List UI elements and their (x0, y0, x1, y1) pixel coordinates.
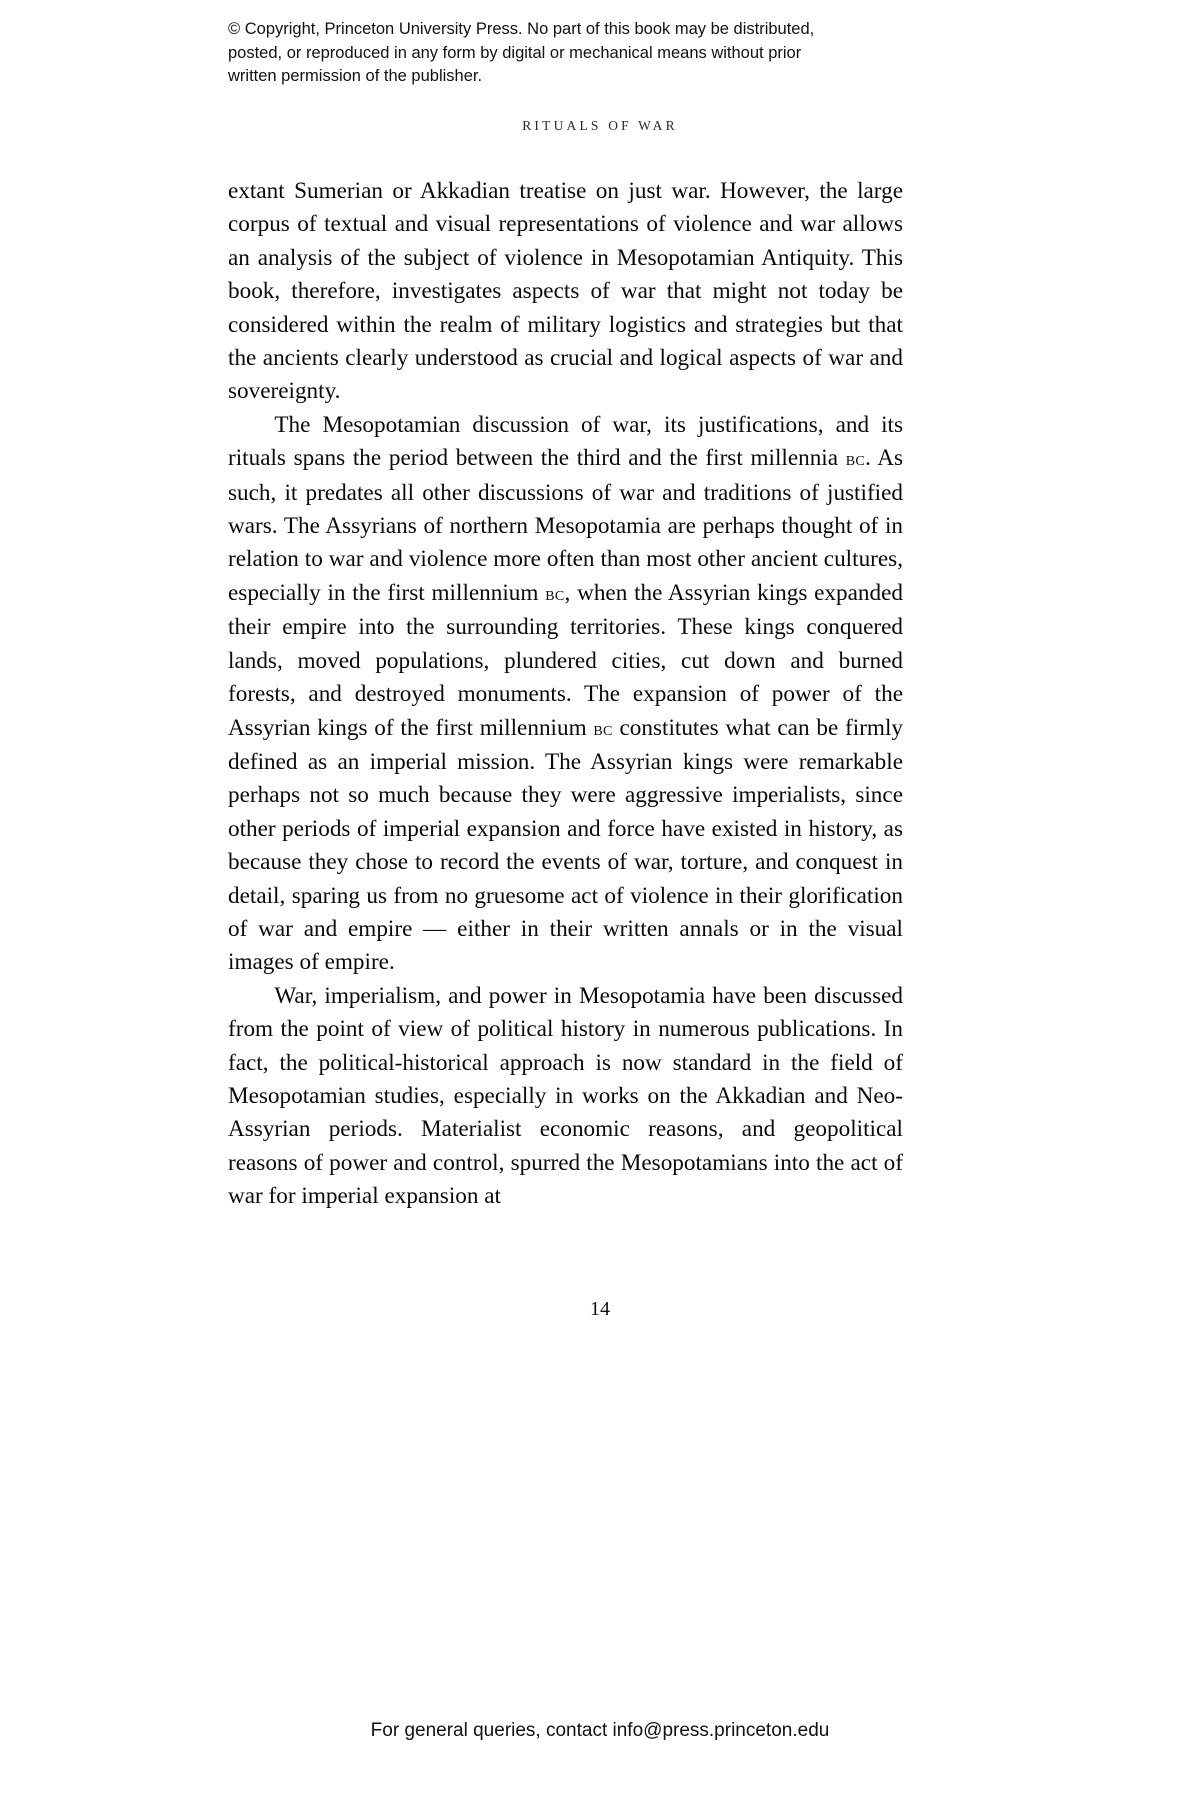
era-abbreviation: bc (545, 582, 565, 605)
paragraph-1: extant Sumerian or Akkadian treatise on just war. However, the large corpus of textual and visual representations of violence and war allows an analysis of the subject of violence in Mesopotamian Antiquity. This book, therefore, investigates aspects of war that might not today be considered within the realm of military logistics and strategies but that the ancients clearly understood as crucial and logical aspects of war and sovereignty. (228, 178, 903, 405)
general-queries-line: For general queries, contact info@press.princeton.edu (370, 1720, 830, 1741)
copyright-notice: © Copyright, Princeton University Press. No part of this book may be distributed, posted, or reproduced in any form by digital or mechanical means without prior written permission of the publisher. (228, 20, 815, 85)
running-head: RITUALS OF WAR (522, 118, 678, 133)
era-abbreviation: bc (593, 717, 613, 740)
paragraph-3: War, imperialism, and power in Mesopotamia have been discussed from the point of view of political history in numerous publications. In fact, the political-historical approach is now standard in the field of Mesopotamian studies, especially in works on the Akkadian and Neo-Assyrian periods. Materialist economic reasons, and geopolitical reasons of power and control, spurred the Mesopotamians into the act of war for imperial expansion at (228, 982, 903, 1210)
body-text (228, 175, 903, 1214)
page-number: 14 (590, 1298, 610, 1320)
era-abbreviation: bc (845, 448, 866, 471)
paragraph-2: The Mesopotamian discussion of war, its justifications, and its rituals spans the period between the third and the first millennia bc. As such, it predates all other discussions of war and traditions of justified wars. The Assyrians of northern Mesopotamia are perhaps thought of in relation to war and violence more often than most other ancient cultures, especially in the first millennium bc, when the Assyrian kings expanded their empire into the surrounding territories. These kings conquered lands, moved populations, plundered cities, cut down and burned forests, and destroyed monuments. The expansion of power of the Assyrian kings of the first millennium bc constitutes what can be firmly defined as an imperial mission. The Assyrian kings were remarkable perhaps not so much because they were aggressive imperialists, since other periods of imperial expansion and force have existed in history, as because they chose to record the events of war, torture, and conquest in detail, sparing us from no gruesome act of violence in their glorification of war and empire — either in their written annals or in the visual images of empire. (228, 411, 903, 976)
